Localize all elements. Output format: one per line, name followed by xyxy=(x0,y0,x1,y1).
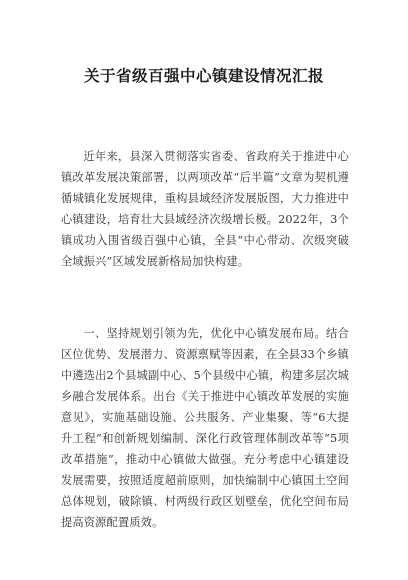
paragraph-intro: 近年来，县深入贯彻落实省委、省政府关于推进中心镇改革发展决策部署，以两项改革“后半篇”文章为契机遵循城镇化发展规律，重构县域经济发展版图，大力推进中心镇建设，培育壮大县域经济次级增长极。2022年，3个镇成功入围省级百强中心镇，全县“中心带动、次级突破全域振兴”区域发展新格局加快构建。 xyxy=(61,150,349,268)
document-title: 关于省级百强中心镇建设情况汇报 xyxy=(83,67,324,85)
paragraph-planning: 一、坚持规划引领为先，优化中心镇发展布局。结合区位优势、发展潜力、资源禀赋等因素，在全县33个乡镇中遴选出2个县城副中心、5个县级中心镇，构建多层次城乡融合发展体系。出台《关于推进中心镇改革发展的实施意见》，实施基础设施、公共服务、产业集聚、等“6大提升工程”和创新规划编制、深化行政管理体制改革等“5项改革措施”，推动中心镇做大做强。充分考虑中心镇建设发展需要，按照适度超前原则，加快编制中心镇国土空间总体规划，破除镇、村两级行政区划壁垒，优化空间布局提高资源配置质效。 xyxy=(61,327,349,529)
